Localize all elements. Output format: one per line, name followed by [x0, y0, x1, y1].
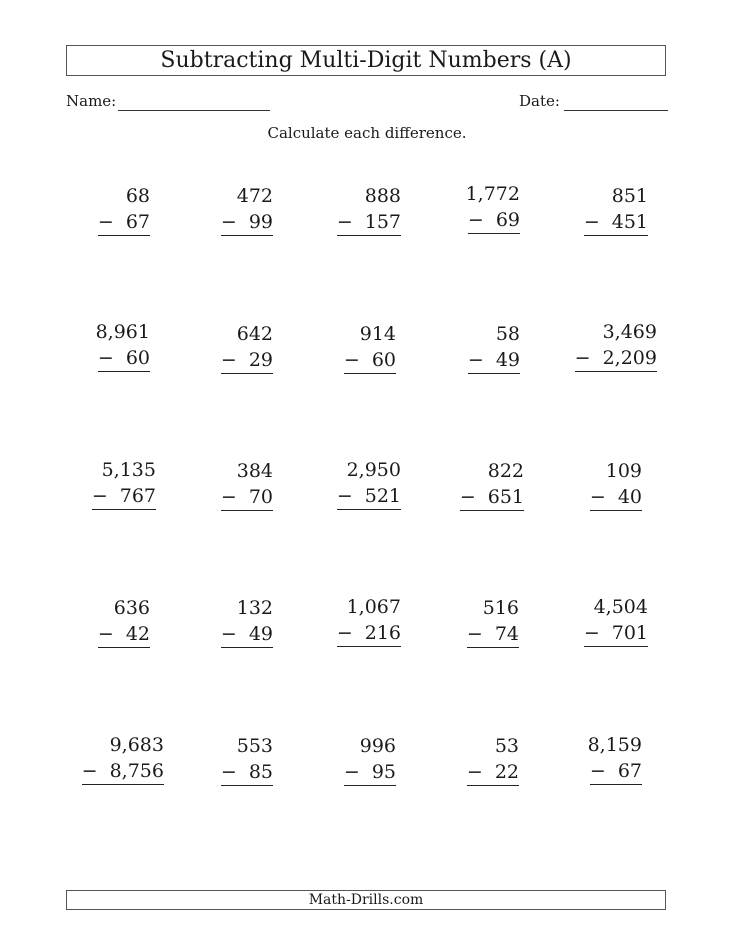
minus-sign: −: [336, 622, 353, 644]
minus-sign: −: [81, 760, 98, 782]
subtrahend-line: [92, 485, 156, 510]
minus-sign: −: [589, 760, 606, 782]
subtrahend-line: [337, 211, 401, 236]
subtrahend: 74: [494, 623, 519, 645]
minus-sign: −: [459, 486, 476, 508]
subtrahend: 95: [371, 761, 396, 783]
minuend: 1,772: [465, 183, 520, 205]
minus-sign: −: [583, 622, 600, 644]
minus-sign: −: [220, 623, 237, 645]
minus-sign: −: [97, 347, 114, 369]
minuend: 914: [359, 323, 396, 345]
minus-sign: −: [336, 485, 353, 507]
subtrahend-line: [467, 761, 519, 786]
name-label: Name:: [66, 92, 117, 110]
minuend: 472: [236, 185, 273, 207]
subtrahend: 2,209: [602, 347, 657, 369]
subtrahend-line: [337, 622, 401, 647]
minus-sign: −: [97, 623, 114, 645]
minus-sign: −: [467, 209, 484, 231]
minuend: 888: [364, 185, 401, 207]
subtrahend-line: [460, 486, 524, 511]
subtrahend-line: [344, 761, 396, 786]
minuend: 636: [113, 597, 150, 619]
minuend: 132: [236, 597, 273, 619]
minuend: 642: [236, 323, 273, 345]
subtrahend: 651: [487, 486, 524, 508]
subtrahend: 40: [617, 486, 642, 508]
minus-sign: −: [220, 761, 237, 783]
subtrahend-line: [98, 347, 150, 372]
subtrahend: 70: [248, 486, 273, 508]
subtrahend-line: [344, 349, 396, 374]
minuend: 9,683: [109, 734, 164, 756]
subtrahend: 60: [125, 347, 150, 369]
minuend: 8,961: [95, 321, 150, 343]
minuend: 3,469: [602, 321, 657, 343]
subtrahend-line: [221, 623, 273, 648]
minus-sign: −: [336, 211, 353, 233]
subtrahend-line: [82, 760, 164, 785]
minus-sign: −: [220, 211, 237, 233]
subtrahend: 85: [248, 761, 273, 783]
minus-sign: −: [97, 211, 114, 233]
subtrahend-line: [221, 211, 273, 236]
minuend: 5,135: [101, 459, 156, 481]
minus-sign: −: [91, 485, 108, 507]
footer-site: Math-Drills.com: [66, 890, 666, 910]
minus-sign: −: [343, 349, 360, 371]
subtrahend: 67: [617, 760, 642, 782]
subtrahend-line: [584, 211, 648, 236]
subtrahend-line: [467, 623, 519, 648]
subtrahend: 157: [364, 211, 401, 233]
minuend: 68: [125, 185, 150, 207]
minus-sign: −: [583, 211, 600, 233]
subtrahend-line: [221, 349, 273, 374]
minus-sign: −: [574, 347, 591, 369]
subtrahend: 49: [248, 623, 273, 645]
instructions: Calculate each difference.: [267, 124, 467, 142]
subtrahend: 521: [364, 485, 401, 507]
subtrahend: 42: [125, 623, 150, 645]
minuend: 4,504: [593, 596, 648, 618]
worksheet-title: Subtracting Multi-Digit Numbers (A): [66, 45, 666, 76]
subtrahend-line: [590, 486, 642, 511]
subtrahend: 8,756: [109, 760, 164, 782]
subtrahend-line: [590, 760, 642, 785]
subtrahend-line: [337, 485, 401, 510]
minuend: 822: [487, 460, 524, 482]
subtrahend: 767: [119, 485, 156, 507]
subtrahend: 67: [125, 211, 150, 233]
subtrahend-line: [584, 622, 648, 647]
minus-sign: −: [220, 486, 237, 508]
minuend: 553: [236, 735, 273, 757]
minuend: 996: [359, 735, 396, 757]
subtrahend-line: [98, 623, 150, 648]
subtrahend: 69: [495, 209, 520, 231]
minus-sign: −: [220, 349, 237, 371]
subtrahend-line: [221, 486, 273, 511]
subtrahend: 29: [248, 349, 273, 371]
subtrahend-line: [468, 349, 520, 374]
minuend: 384: [236, 460, 273, 482]
minuend: 109: [605, 460, 642, 482]
minus-sign: −: [466, 623, 483, 645]
minuend: 1,067: [346, 596, 401, 618]
minus-sign: −: [343, 761, 360, 783]
minuend: 516: [482, 597, 519, 619]
name-line[interactable]: [118, 110, 270, 111]
subtrahend: 216: [364, 622, 401, 644]
minus-sign: −: [467, 349, 484, 371]
minuend: 2,950: [346, 459, 401, 481]
subtrahend: 49: [495, 349, 520, 371]
minus-sign: −: [466, 761, 483, 783]
subtrahend-line: [98, 211, 150, 236]
subtrahend-line: [468, 209, 520, 234]
subtrahend: 60: [371, 349, 396, 371]
minuend: 53: [494, 735, 519, 757]
subtrahend-line: [575, 347, 657, 372]
minuend: 851: [611, 185, 648, 207]
subtrahend: 701: [611, 622, 648, 644]
minuend: 58: [495, 323, 520, 345]
subtrahend: 99: [248, 211, 273, 233]
subtrahend-line: [221, 761, 273, 786]
subtrahend: 451: [611, 211, 648, 233]
subtrahend: 22: [494, 761, 519, 783]
minuend: 8,159: [587, 734, 642, 756]
minus-sign: −: [589, 486, 606, 508]
date-line[interactable]: [564, 110, 668, 111]
date-label: Date:: [519, 92, 560, 110]
